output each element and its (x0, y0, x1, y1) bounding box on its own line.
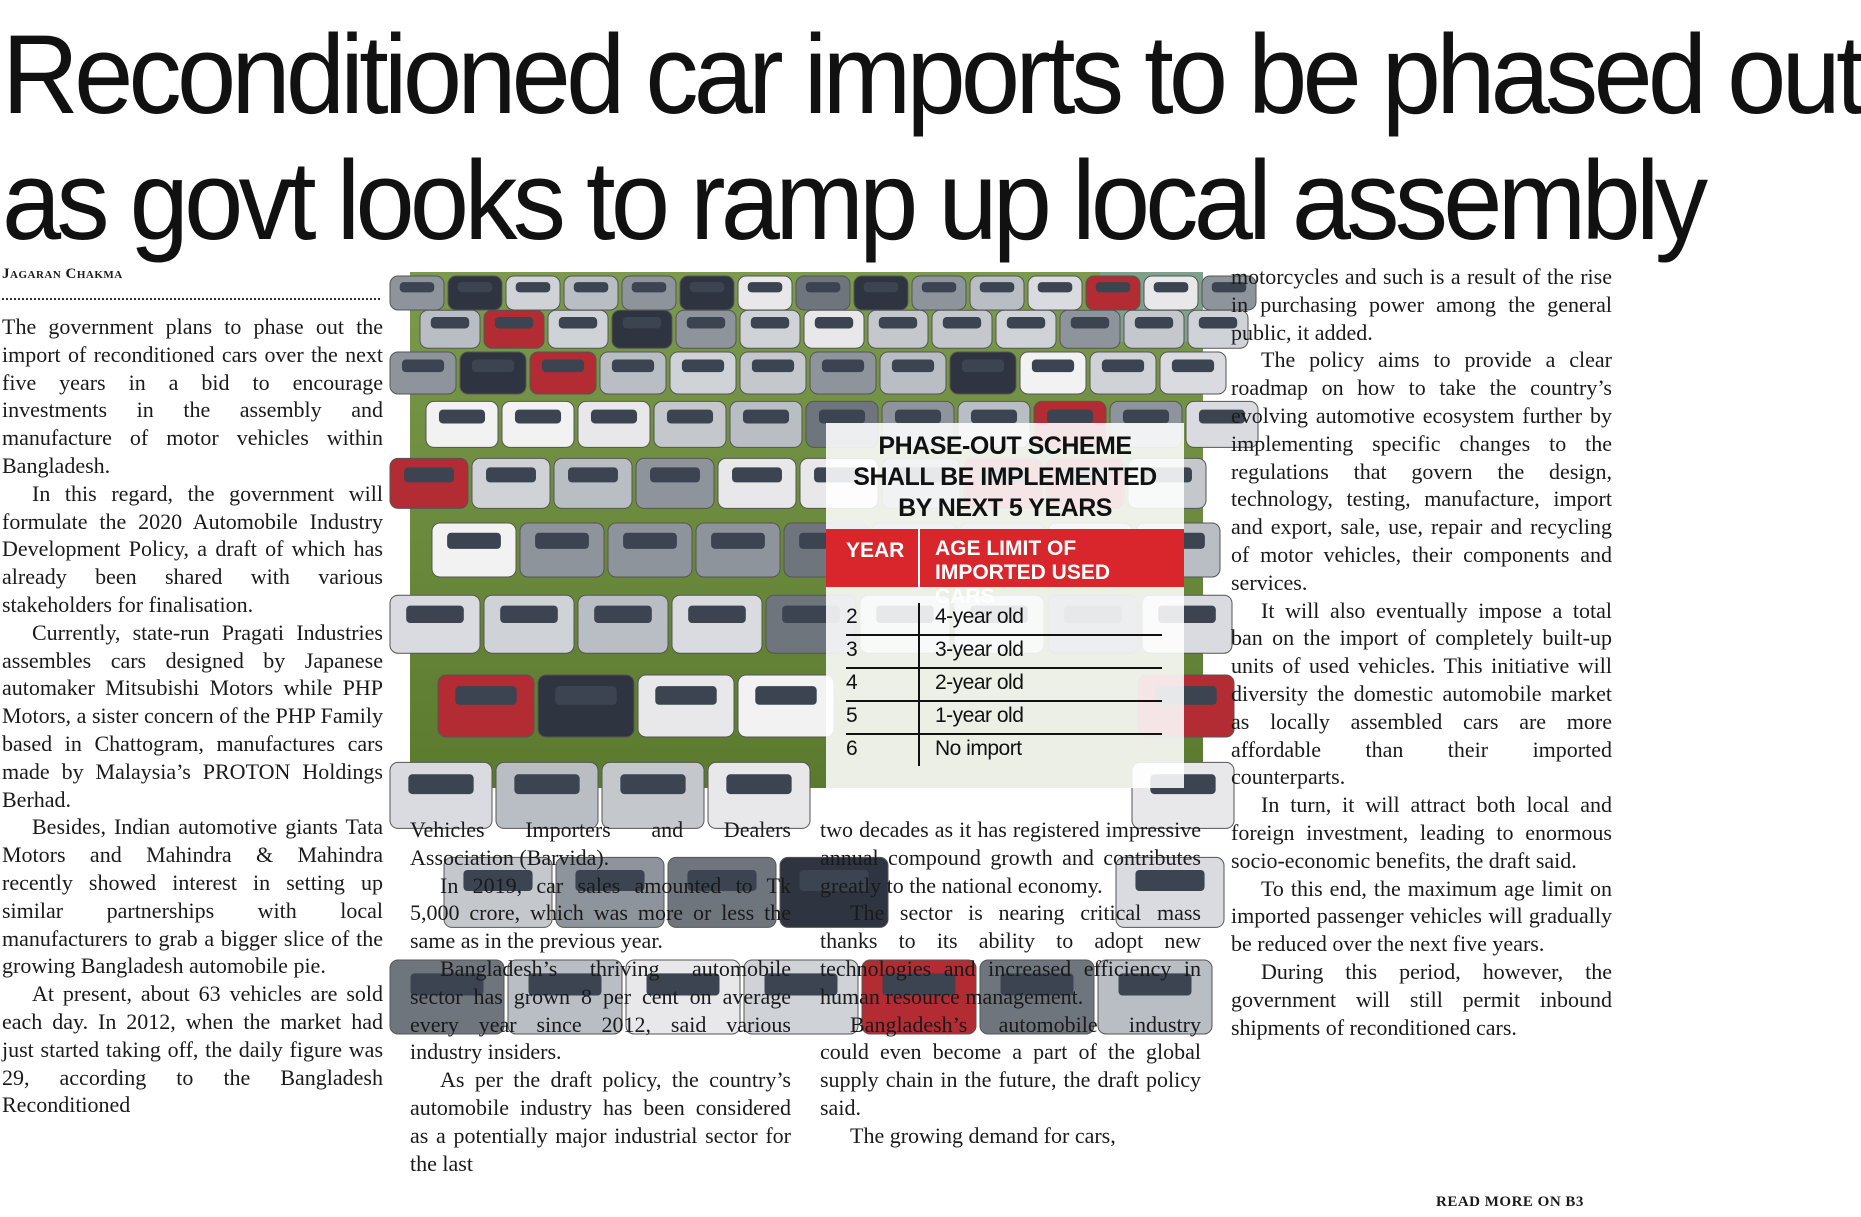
paragraph: The government plans to phase out the import of reconditioned cars over the next five years in a bid to encourage investments in the assembly and manufacture of motor vehicles within Bangladesh. (2, 314, 383, 478)
infobox-row (846, 601, 1162, 636)
car-windshield (408, 774, 473, 794)
car-windshield (650, 467, 700, 482)
infobox-title-line: PHASE-OUT SCHEME (878, 432, 1132, 460)
headline (2, 12, 1861, 264)
car-windshield (404, 467, 454, 482)
car-windshield (751, 317, 789, 328)
parked-car (472, 458, 550, 508)
row-divider (918, 603, 920, 634)
car-windshield (486, 467, 536, 482)
paragraph: The policy aims to provide a clear roadmap on how to take the country’s evolving automotive ecosystem further by implementing specific changes to the regulations that govern the design, technology, testing, manufacture, import and export, sale, use, repair and recycling of motor vehicles, their components and services. (1231, 347, 1612, 595)
car-windshield (732, 467, 782, 482)
car-windshield (864, 282, 899, 292)
paragraph: Currently, state-run Pragati Industries assembles cars designed by Japanese automaker Mitsubishi Motors while PHP Motors, a sister concern of the PHP Family based in Chattogram, manufactures cars made by Malaysia’s PROTON Holdings Berhad. (2, 619, 383, 812)
header-year: YEAR (846, 539, 905, 562)
row-divider (918, 636, 920, 667)
article-column-3 (820, 816, 1201, 1150)
car-windshield (1071, 317, 1109, 328)
parked-car (502, 401, 574, 447)
car-windshield (555, 686, 616, 705)
car-windshield (542, 360, 584, 373)
row-divider (918, 735, 920, 766)
car-windshield (472, 360, 514, 373)
parked-car (718, 458, 796, 508)
paragraph: The sector is nearing critical mass thanks to its ability to adopt new technologies and increased efficiency in human resource management. (820, 900, 1201, 1009)
row-limit: 3-year old (935, 638, 1024, 661)
parked-car (538, 675, 634, 737)
parked-car (880, 352, 946, 394)
parked-car (484, 595, 574, 653)
parked-car (1086, 276, 1140, 310)
row-year: 2 (846, 605, 858, 628)
byline: Jagaran Chakma (2, 266, 123, 282)
car-windshield (400, 282, 435, 292)
parked-car (730, 401, 802, 447)
car-windshield (568, 467, 618, 482)
car-windshield (655, 686, 716, 705)
header-age-limit: AGE LIMIT OF IMPORTED USED CARS (935, 537, 1111, 608)
paragraph: two decades as it has registered impressive annual compound growth and contributes greatly to the national economy. (820, 817, 1201, 898)
car-windshield (962, 360, 1004, 373)
headline-line-1: Reconditioned car imports to be phased out (2, 12, 1861, 137)
infobox-title-line: BY NEXT 5 YEARS (898, 494, 1112, 522)
car-windshield (1154, 282, 1189, 292)
parked-car (676, 310, 736, 348)
paragraph: In 2019, car sales amounted to Tk 5,000 crore, which was more or less the same as in the previous year. (410, 872, 791, 954)
byline-divider (2, 298, 380, 300)
car-windshield (516, 282, 551, 292)
infobox-table-header (826, 529, 1184, 608)
parked-car (1028, 276, 1082, 310)
car-windshield (458, 282, 493, 292)
paragraph: During this period, however, the government will still permit inbound shipments of reconditioned cars. (1231, 958, 1612, 1040)
parked-car (608, 523, 692, 577)
car-windshield (980, 282, 1015, 292)
paragraph: In turn, it will attract both local and foreign investment, leading to enormous socio-economic benefits, the draft said. (1231, 792, 1612, 873)
row-limit: 2-year old (935, 671, 1024, 694)
car-windshield (822, 360, 864, 373)
car-windshield (632, 282, 667, 292)
car-windshield (535, 533, 589, 549)
parked-car (804, 310, 864, 348)
car-windshield (1032, 360, 1074, 373)
parked-car (438, 675, 534, 737)
car-windshield (806, 282, 841, 292)
car-windshield (895, 410, 941, 424)
headline-line-2: as govt looks to ramp up local assembly (2, 138, 1704, 263)
paragraph: It will also eventually impose a total ban on the import of completely built-up units of used vehicles. This initiative will diversity the domestic automobile market as locally assembled cars are more affordable than their imported counterparts. (1231, 597, 1612, 790)
parked-car (1060, 310, 1120, 348)
parked-car (932, 310, 992, 348)
row-year: 4 (846, 671, 858, 694)
car-windshield (892, 360, 934, 373)
parked-car (1144, 276, 1198, 310)
car-windshield (447, 533, 501, 549)
paragraph: The growing demand for cars, (850, 1122, 1116, 1148)
car-windshield (819, 410, 865, 424)
parked-car (796, 276, 850, 310)
parked-car (740, 310, 800, 348)
parked-car (578, 401, 650, 447)
car-windshield (943, 317, 981, 328)
infobox-row (846, 733, 1162, 766)
car-windshield (431, 317, 469, 328)
car-windshield (687, 317, 725, 328)
parked-car (578, 595, 668, 653)
infobox-row (846, 700, 1162, 735)
article-column-1 (2, 313, 383, 1119)
read-more-link[interactable]: READ MORE ON B3 (1436, 1194, 1584, 1210)
parked-car (420, 310, 480, 348)
car-windshield (755, 686, 816, 705)
row-divider (918, 669, 920, 700)
parked-car (810, 352, 876, 394)
parked-car (654, 401, 726, 447)
parked-car (670, 352, 736, 394)
infobox-title (826, 431, 1184, 524)
car-windshield (439, 410, 485, 424)
article-column-2 (410, 816, 791, 1177)
paragraph: Bangladesh’s automobile industry could even become a part of the global supply chain in the future, the draft policy said. (820, 1011, 1201, 1120)
parked-car (996, 310, 1056, 348)
parked-car (696, 523, 780, 577)
row-year: 6 (846, 737, 858, 760)
car-windshield (682, 360, 724, 373)
parked-car (484, 310, 544, 348)
parked-car (868, 310, 928, 348)
infobox-row (846, 634, 1162, 669)
car-windshield (406, 606, 464, 623)
phase-out-infobox (826, 423, 1184, 788)
parked-car (950, 352, 1016, 394)
parked-car (390, 352, 456, 394)
parked-car (548, 310, 608, 348)
article-column-4 (1231, 263, 1612, 1041)
parked-car (612, 310, 672, 348)
parked-car (680, 276, 734, 310)
paragraph: At present, about 63 vehicles are sold each day. In 2012, when the market had just started taking off, the daily figure was 29, according to the Bangladesh Reconditioned (2, 981, 383, 1118)
parked-car (448, 276, 502, 310)
car-windshield (752, 360, 794, 373)
car-windshield (1172, 360, 1214, 373)
car-windshield (1047, 410, 1093, 424)
car-windshield (922, 282, 957, 292)
car-windshield (748, 282, 783, 292)
paragraph: Bangladesh’s thriving automobile sector has grown 8 per cent on average every year since 2012, said various industry insiders. (410, 955, 791, 1065)
car-windshield (620, 774, 685, 794)
parked-car (638, 675, 734, 737)
car-windshield (815, 317, 853, 328)
parked-car (738, 276, 792, 310)
parked-car (912, 276, 966, 310)
parked-car (530, 352, 596, 394)
parked-car (460, 352, 526, 394)
parked-car (636, 458, 714, 508)
paragraph: motorcycles and such is a result of the rise in purchasing power among the general public, it added. (1231, 264, 1612, 345)
infobox-row (846, 667, 1162, 702)
row-limit: 4-year old (935, 605, 1024, 628)
parked-car (740, 352, 806, 394)
car-windshield (743, 410, 789, 424)
parked-car (554, 458, 632, 508)
car-windshield (971, 410, 1017, 424)
paragraph: Besides, Indian automotive giants Tata Motors and Mahindra & Mahindra recently showed interest in setting up similar partnerships with local manufacturers to grab a bigger slice of the growing Bangladesh automobile pie. (2, 814, 383, 979)
parked-car (672, 595, 762, 653)
parked-car (564, 276, 618, 310)
parked-car (390, 276, 444, 310)
car-windshield (594, 606, 652, 623)
row-limit: 1-year old (935, 704, 1024, 727)
car-windshield (726, 774, 791, 794)
parked-car (390, 595, 480, 653)
row-divider (918, 702, 920, 733)
parked-car (970, 276, 1024, 310)
car-windshield (495, 317, 533, 328)
parked-car (520, 523, 604, 577)
car-windshield (455, 686, 516, 705)
parked-car (506, 276, 560, 310)
car-windshield (1123, 410, 1169, 424)
paragraph: To this end, the maximum age limit on imported passenger vehicles will gradually be reduced over the next five years. (1231, 875, 1612, 957)
parked-car (622, 276, 676, 310)
car-windshield (623, 533, 677, 549)
car-windshield (559, 317, 597, 328)
parked-car (1160, 352, 1226, 394)
car-windshield (574, 282, 609, 292)
car-windshield (500, 606, 558, 623)
car-windshield (1102, 360, 1144, 373)
car-windshield (623, 317, 661, 328)
parked-car (390, 458, 468, 508)
paragraph: Vehicles Importers and Dealers Association (Barvida). (410, 817, 791, 870)
car-windshield (879, 317, 917, 328)
car-windshield (1007, 317, 1045, 328)
infobox-title-line: SHALL BE IMPLEMENTED (853, 463, 1157, 491)
header-divider (918, 529, 920, 587)
row-year: 5 (846, 704, 858, 727)
parked-car (600, 352, 666, 394)
parked-car (854, 276, 908, 310)
parked-car (1124, 310, 1184, 348)
parked-car (738, 675, 834, 737)
car-windshield (1135, 317, 1173, 328)
parked-car (1090, 352, 1156, 394)
row-limit: No import (935, 737, 1022, 760)
car-windshield (1038, 282, 1073, 292)
car-windshield (402, 360, 444, 373)
parked-car (1020, 352, 1086, 394)
car-windshield (688, 606, 746, 623)
paragraph: As per the draft policy, the country’s automobile industry has been considered as a potentially major industrial sector for the last (410, 1067, 791, 1176)
car-windshield (591, 410, 637, 424)
car-windshield (690, 282, 725, 292)
parked-car (432, 523, 516, 577)
row-year: 3 (846, 638, 858, 661)
car-windshield (612, 360, 654, 373)
car-windshield (514, 774, 579, 794)
car-windshield (515, 410, 561, 424)
paragraph: In this regard, the government will formulate the 2020 Automobile Industry Development Policy, a draft of which has already been shared with various stakeholders for finalisation. (2, 480, 383, 617)
car-windshield (1096, 282, 1131, 292)
car-windshield (711, 533, 765, 549)
car-windshield (667, 410, 713, 424)
parked-car (426, 401, 498, 447)
